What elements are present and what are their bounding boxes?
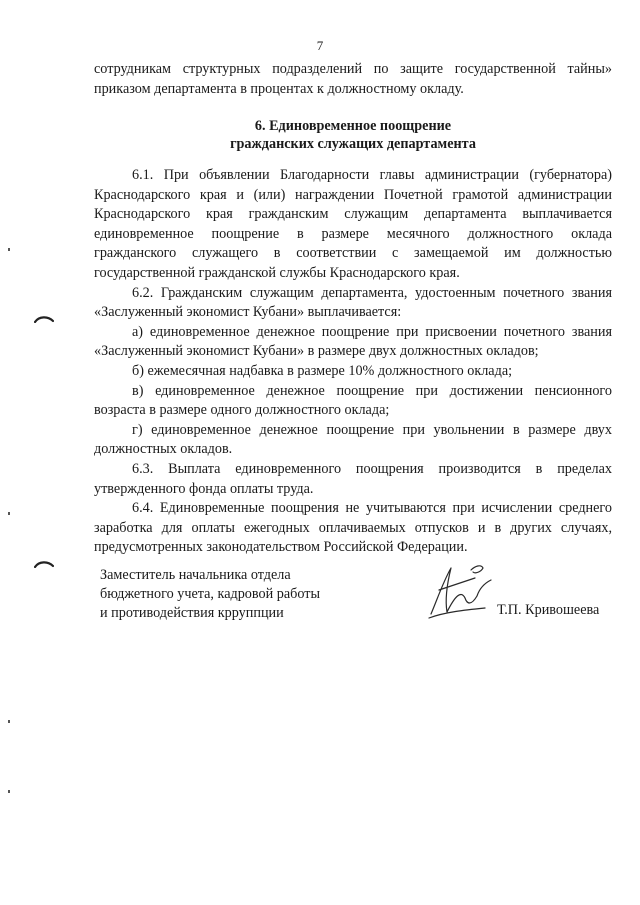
page-number: 7 xyxy=(316,38,324,53)
hole-punch-mark xyxy=(34,560,54,568)
signatory-title-line-1: Заместитель начальника отдела xyxy=(100,567,291,583)
paragraph-6-4: 6.4. Единовременные поощрения не учитываются при исчислении среднего заработка для оплаты ежегодных оплачиваемых отпусков и в других случаях, предусмотренных законодательством Российской Федерации. xyxy=(94,500,612,556)
signer-name: Т.П. Кривошеева xyxy=(497,602,600,618)
paragraph-6-2-a: а) единовременное денежное поощрение при присвоении почетного звания «Заслуженный экономист Кубани» в размере двух должностных окладов; xyxy=(94,323,612,360)
paragraph-6-1: 6.1. При объявлении Благодарности главы администрации (губернатора) Краснодарского края и (или) награждении Почетной грамотой администрации Краснодарского края гражданским служащим департамента выплачивается единовременное поощрение в размере месячного должностного оклада гражданского служащего в соответствии с замещаемой им должностью государственной гражданской службы Краснодарского края. xyxy=(94,167,612,281)
signatory-title-line-2: бюджетного учета, кадровой работы xyxy=(100,586,320,602)
section-heading-line-1: 6. Единовременное поощрение xyxy=(254,118,452,134)
hole-punch-mark xyxy=(34,315,54,323)
scan-edge-mark xyxy=(8,790,10,793)
signatory-title xyxy=(100,566,360,623)
paragraph-6-2-b: б) ежемесячная надбавка в размере 10% должностного оклада; xyxy=(132,362,513,379)
intro-paragraph xyxy=(94,60,612,99)
paragraph-6-2-d: г) единовременное денежное поощрение при увольнении в размере двух должностных окладов. xyxy=(94,421,612,458)
paragraph-6-2-c: в) единовременное денежное поощрение при достижении пенсионного возраста в размере одного должностного оклада; xyxy=(94,382,612,419)
scan-edge-mark xyxy=(8,720,10,723)
paragraph-6-3: 6.3. Выплата единовременного поощрения производится в пределах утвержденного фонда оплаты труда. xyxy=(94,460,612,497)
signatory-title-line-3: и противодействия крруппции xyxy=(100,605,284,621)
handwritten-signature xyxy=(425,560,495,622)
paragraph-6-2: 6.2. Гражданским служащим департамента, удостоенным почетного звания «Заслуженный экономист Кубани» выплачивается: xyxy=(94,284,612,321)
scan-edge-mark xyxy=(8,248,10,251)
section-heading-line-2: гражданских служащих департамента xyxy=(230,136,476,152)
section-body xyxy=(94,166,612,558)
section-heading xyxy=(94,117,612,153)
intro-text: сотрудникам структурных подразделений по защите государственной тайны» приказом департамента в процентах к должностному окладу. xyxy=(94,61,612,97)
scan-edge-mark xyxy=(8,512,10,515)
